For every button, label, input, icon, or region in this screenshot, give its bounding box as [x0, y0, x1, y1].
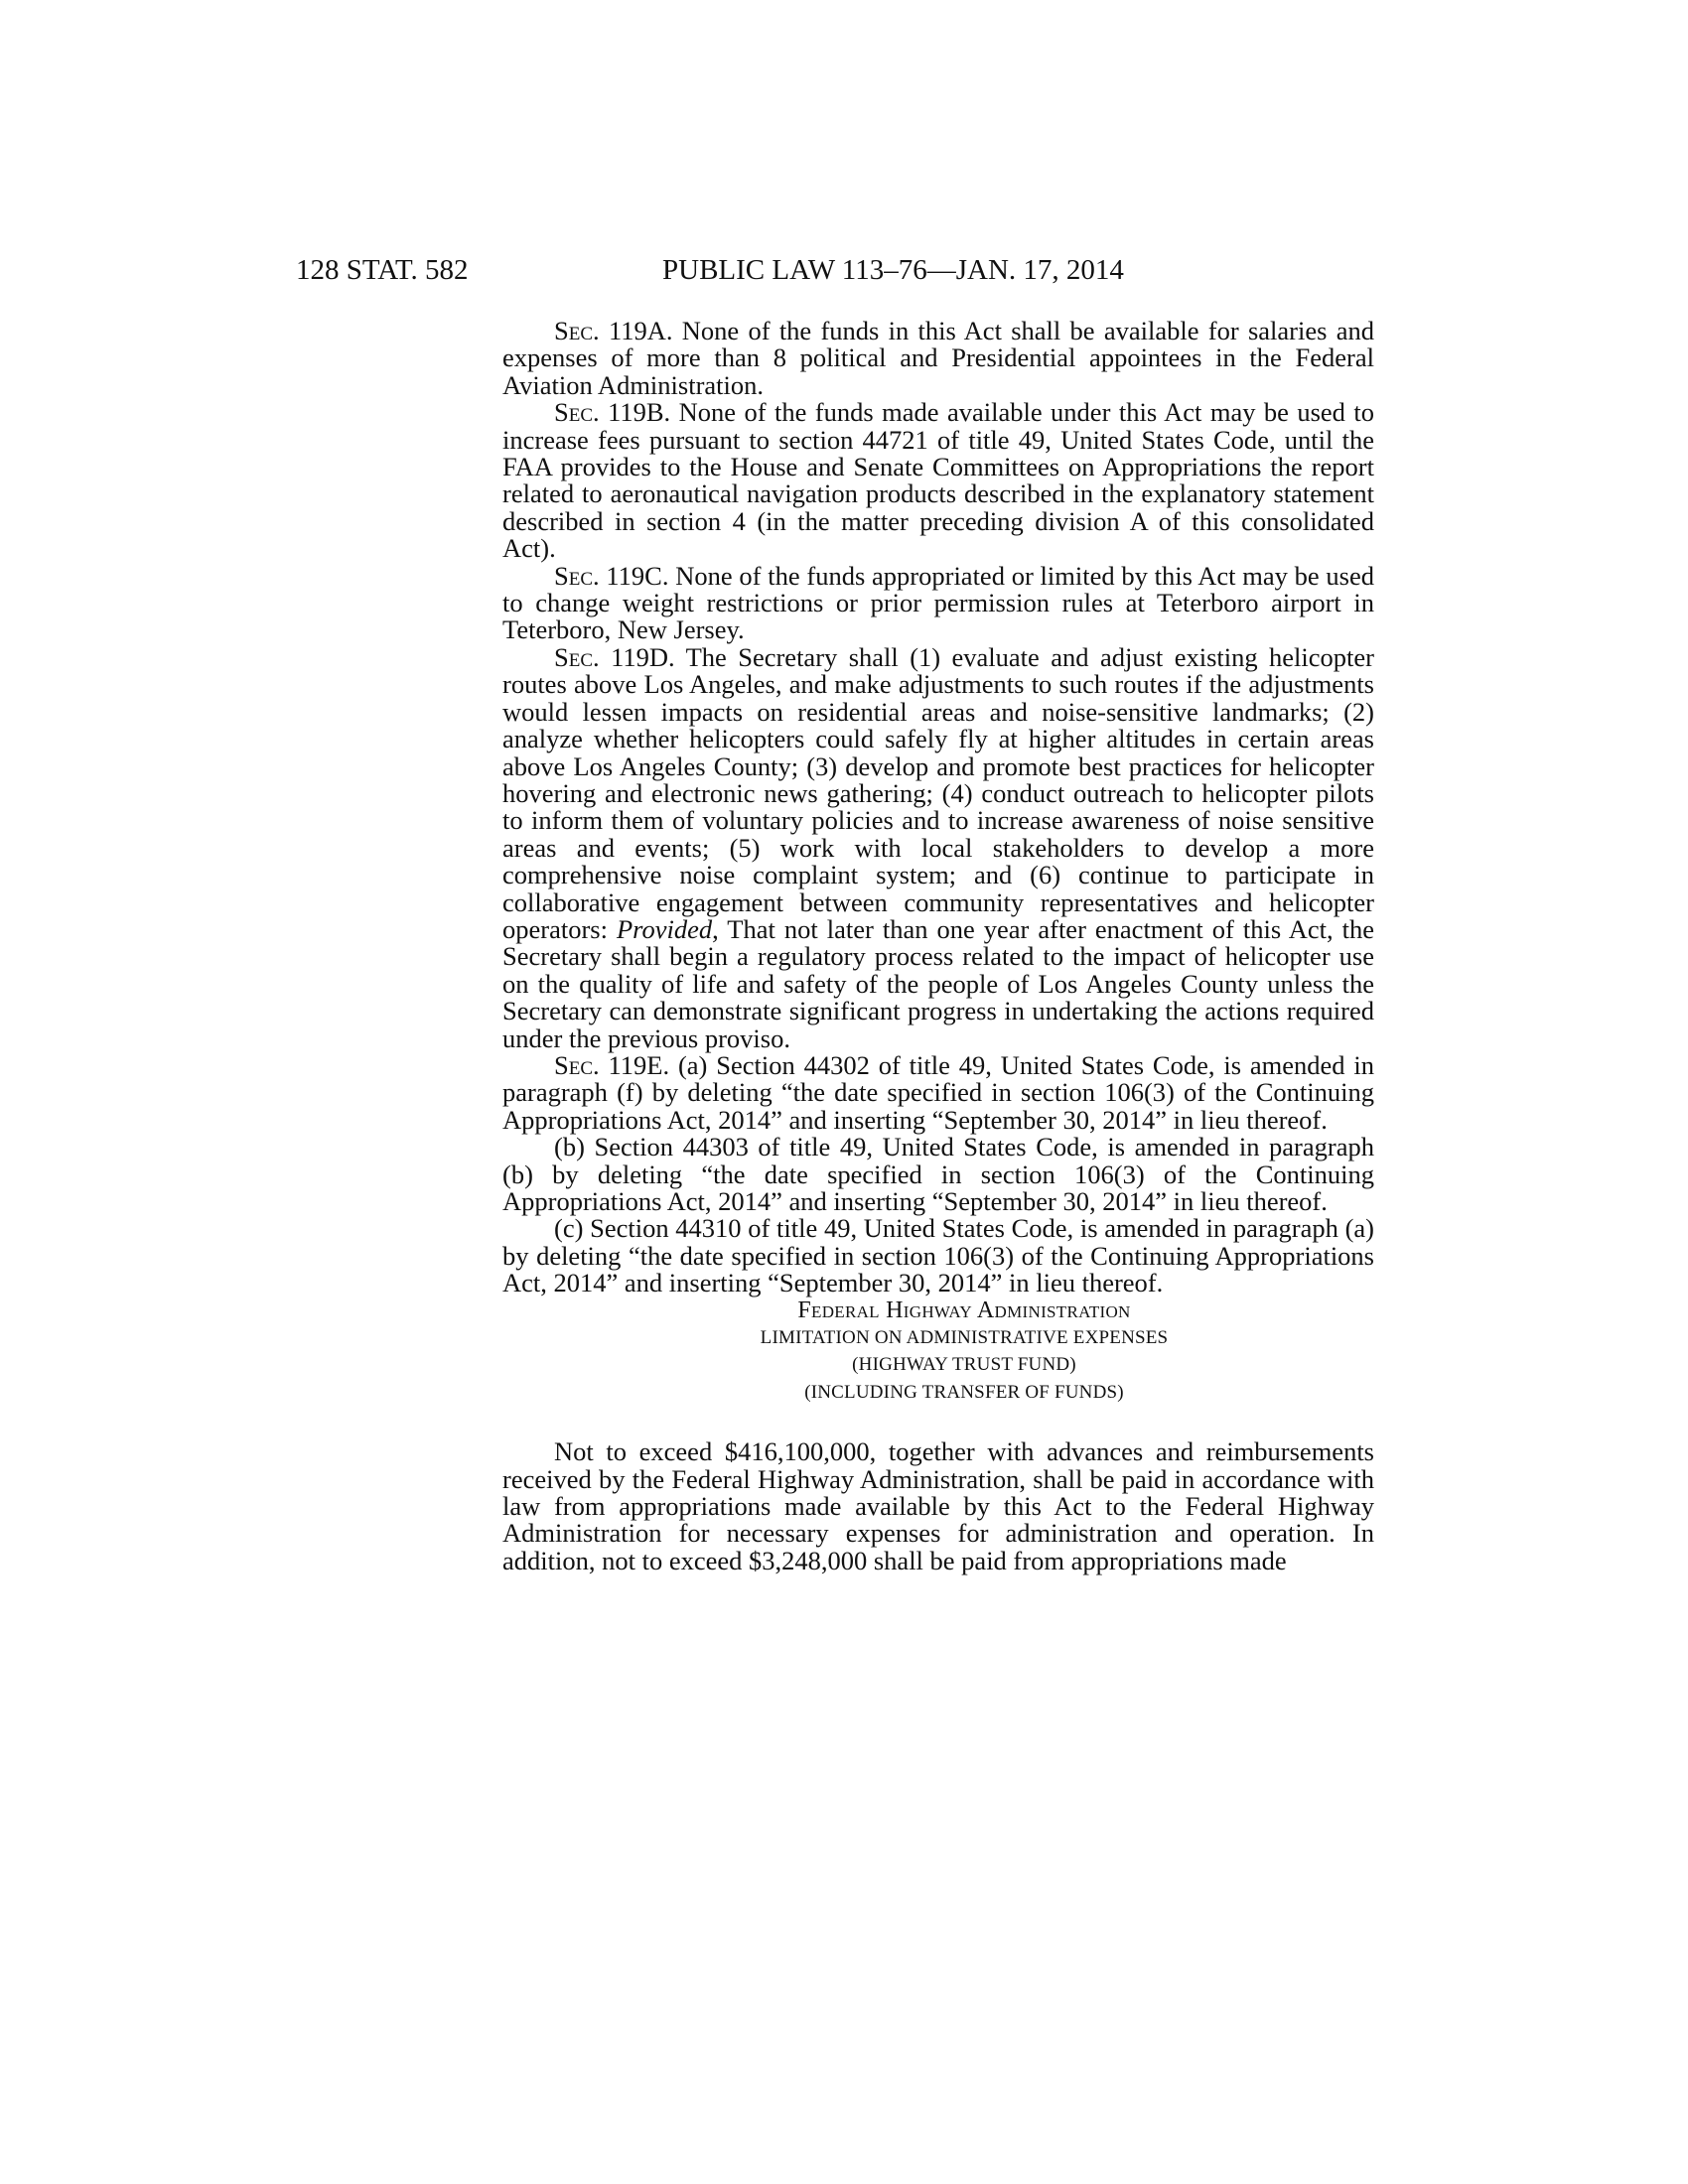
section-119e-c: (c) Section 44310 of title 49, United States Code, is amended in paragraph (a) by deleting “the date specified in section 106(3) of the Continuing Appropriations Act, 2014” and inserting “September 30, 2014” in lieu thereof.	[502, 1213, 1374, 1298]
section-119a	[502, 318, 1374, 399]
section-119e-b: (b) Section 44303 of title 49, United States Code, is amended in paragraph (b) by deleting “the date specified in section 106(3) of the Continuing Appropriations Act, 2014” and inserting “September 30, 2014” in lieu thereof.	[502, 1132, 1374, 1216]
section-119e	[502, 1049, 1374, 1135]
statute-page-number: 128 STAT. 582	[296, 254, 469, 286]
section-text: 119B. None of the funds made available under this Act may be used to increase fees pursuant to section 44721 of title 49, United States Code, until the FAA provides to the House and Senate Committees on Appropriations the report related to aeronautical navigation products described in the explanatory statement described in section 4 (in the matter preceding division A of this consolidated Act).	[502, 397, 1374, 564]
section-119b	[502, 399, 1374, 562]
page-header	[0, 250, 1688, 290]
section-label: Sec.	[554, 1049, 600, 1080]
fund-heading: (HIGHWAY TRUST FUND)	[852, 1354, 1076, 1376]
transfer-heading: (INCLUDING TRANSFER OF FUNDS)	[804, 1381, 1124, 1403]
section-label: Sec.	[554, 316, 600, 345]
section-text: 119D. The Secretary shall (1) evaluate and adjust existing helicopter routes above Los Angeles, and make adjustments to such routes if the adjustments would lessen impacts on residential areas and noise-sensitive landmarks; (2) analyze whether helicopters could safely fly at higher altitudes in certain areas above Los Angeles County; (3) develop and promote best practices for helicopter hovering and electronic news gathering; (4) conduct outreach to helicopter pilots to inform them of voluntary policies and to increase awareness of noise sensitive areas and events; (5) work with local stakeholders to develop a more comprehensive noise complaint system; and (6) continue to participate in collaborative engagement between community representatives and helicopter operators:	[502, 641, 1374, 944]
agency-heading: Federal Highway Administration	[797, 1297, 1131, 1323]
limitation-paragraph: Not to exceed $416,100,000, together with advances and reimbursements received by the Federal Highway Administration, shall be paid in accordance with law from appropriations made available by this Act to the Federal Highway Administration for necessary expenses for administration and operation. In addition, not to exceed $3,248,000 shall be paid from appropriations made	[502, 1436, 1374, 1575]
section-119c	[502, 560, 1374, 645]
section-label: Sec.	[554, 641, 600, 672]
section-text-continued: , That not later than one year after enactment of this Act, the Secretary shall begin a regulatory process related to the impact of helicopter use on the quality of life and safety of the people of Los Angeles County unless the Secretary can demonstrate significant progress in undertaking the actions required under the previous proviso.	[502, 913, 1374, 1053]
running-head: PUBLIC LAW 113–76—JAN. 17, 2014	[662, 254, 1124, 286]
limitation-heading: LIMITATION ON ADMINISTRATIVE EXPENSES	[760, 1327, 1169, 1349]
section-text: 119A. None of the funds in this Act shall be available for salaries and expenses of more than 8 political and Presidential appointees in the Federal Aviation Administration.	[502, 316, 1374, 400]
text-column	[502, 318, 1374, 1574]
section-label: Sec.	[554, 397, 600, 428]
section-text: 119C. None of the funds appropriated or limited by this Act may be used to change weight restrictions or prior permission rules at Teterboro airport in Teterboro, New Jersey.	[502, 560, 1374, 645]
section-text: 119E. (a) Section 44302 of title 49, United States Code, is amended in paragraph (f) by deleting “the date specified in section 106(3) of the Continuing Appropriations Act, 2014” and inserting “September 30, 2014” in lieu thereof.	[502, 1049, 1374, 1135]
section-119d	[502, 641, 1374, 1053]
provided-term: Provided	[616, 913, 713, 944]
section-label: Sec.	[554, 560, 600, 591]
